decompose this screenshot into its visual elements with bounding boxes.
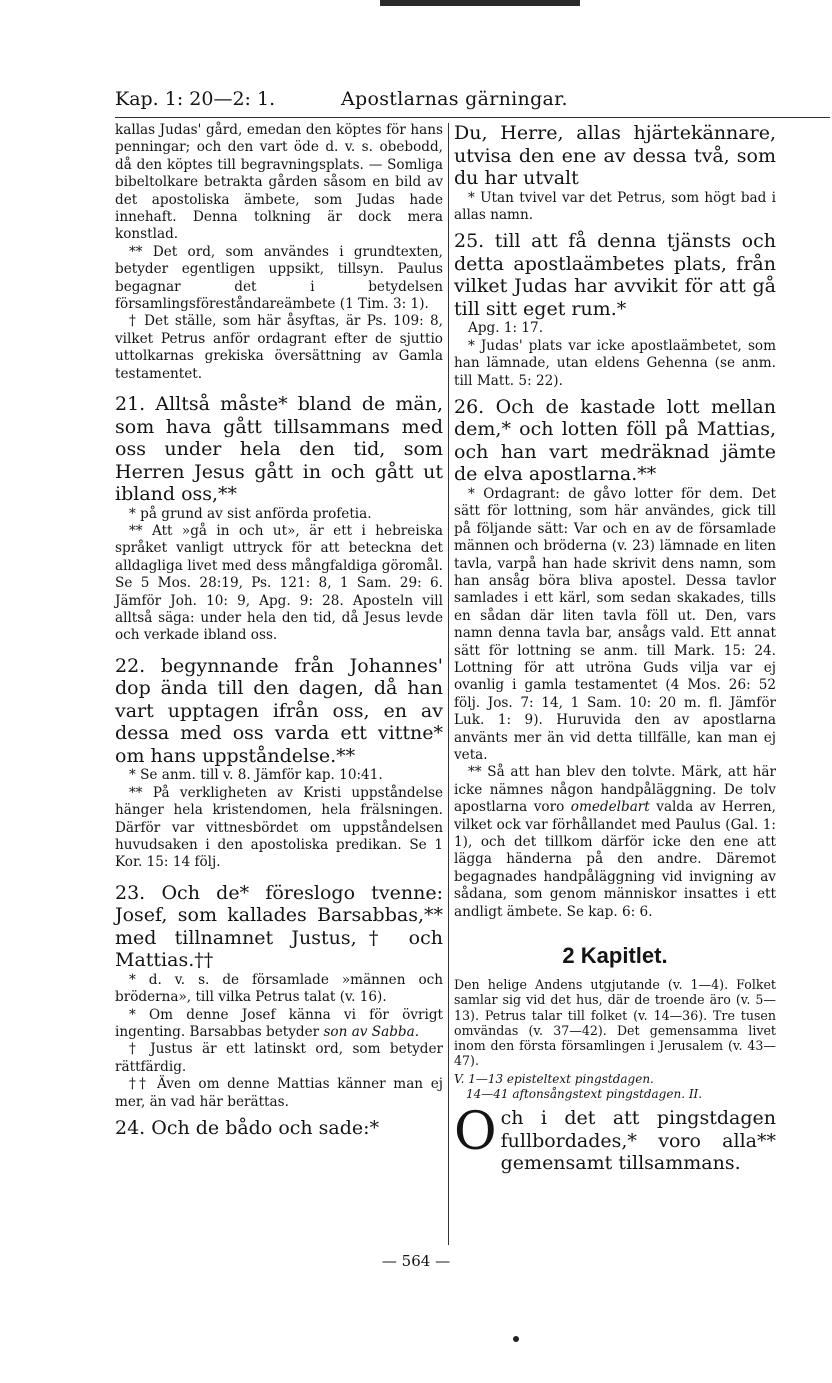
- scan-speck: [513, 1336, 519, 1342]
- verse-24: 24. Och de bådo och sade:*: [115, 1117, 380, 1140]
- footnote: * Se anm. till v. 8. Jämför kap. 10:41.: [129, 767, 383, 784]
- verse-26: 26. Och de kastade lott mellan dem,* och lotten föll på Mattias, och han vart medräknad jämte de elva apostlarna.**: [454, 395, 776, 486]
- footnote: [454, 764, 776, 921]
- verse-1: [454, 1102, 776, 1175]
- footnote: * d. v. s. de församlade »männen och bröderna», till vilka Petrus talat (v. 16).: [115, 971, 443, 1006]
- footnote-text: * Om denne Josef känna vi för övrigt ingenting. Barsabbas betyder: [115, 1006, 443, 1040]
- verse-21: 21. Alltså måste* bland de män, som hava gått tillsammans med oss under hela den tid, som Herren Jesus gått in och gått ut ibland oss,**: [115, 393, 443, 506]
- footnote: * på grund av sist anförda profetia.: [129, 505, 372, 522]
- page-header: [115, 88, 830, 114]
- footnote: kallas Judas' gård, emedan den köptes för hans penningar; och den vart öde d. v. s. obebodd, då den köptes till begravningsplats. — Somliga bibeltolkare betrakta gården såsom en bild av det apostoliska ämbete, som Judas hade innehaft. Denna tolkning är dock mera konstlad.: [115, 122, 443, 243]
- footnote-emphasis: omedelbart: [570, 799, 650, 816]
- right-column: [454, 122, 776, 1175]
- footnote: ** Att »gå in och ut», är ett i hebreiska språket vanligt uttryck för att beteckna det alldagliga livet med dess mångfaldiga göromål. Se 5 Mos. 28:19, Ps. 121: 8, 1 Sam. 29: 6. Jämför Joh. 10: 9, Apg. 9: 28. Aposteln vill alltså säga: under hela den tid, då Jesus levde och verkade ibland oss.: [115, 523, 443, 644]
- left-column: [115, 122, 443, 1140]
- liturgy-note: V. 1—13 episteltext pingstdagen.: [454, 1072, 654, 1087]
- footnote: † Justus är ett latinskt ord, som betyder rättfärdig.: [115, 1041, 443, 1075]
- footnote-emphasis: son av Sabba.: [323, 1024, 420, 1040]
- footnote: ** På verkligheten av Kristi uppståndelse hänger hela kristendomen, hela frälsningen. Därför var vittnesbördet om uppståndelsen huvudsaken i den apostoliska predikan. Se 1 Kor. 15: 14 följ.: [115, 784, 443, 871]
- book-title: Apostlarnas gärningar.: [341, 88, 568, 110]
- footnote: * Ordagrant: de gåvo lotter för dem. Det sätt för lottning, som här användes, gick till på följande sätt: Var och en av de församlade männen och bröderna (v. 23) lämnade en liten tavla, varpå han hade skrivit dens namn, som han ansåg böra bliva apostel. Dessa tavlor samlades i ett kärl, som sedan skakades, tills en sådan där liten tavla föll ut. Den, vars namn denna tavla bar, ansågs vald. Ett annat sätt för lottning se anm. till Mark. 15: 24. Lottning för att utröna Guds vilja var ej ovanlig i gamla testamentet (4 Mos. 26: 52 följ. Jos. 7: 14, 1 Sam. 10: 20 m. fl. Jämför Luk. 1: 9). Huruvida den av apostlarna använts mer än vid detta tillfälle, kan man ej veta.: [454, 485, 776, 764]
- verse-1-text: ch i det att pingstdagen fullbordades,* voro alla** gemensamt tillsammans.: [500, 1107, 776, 1175]
- footnote: [115, 1007, 443, 1042]
- verse-23: 23. Och de* föreslogo tvenne: Josef, som kallades Barsabbas,** med tillnamnet Justus,† och Mattias.††: [115, 881, 443, 972]
- liturgy-note: 14—41 aftonsångstext pingstdagen. II.: [466, 1086, 703, 1101]
- chapter-summary: Den helige Andens utgjutande (v. 1—4). Folket samlar sig vid det hus, där de troende äro (v. 5—13). Petrus talar till folket (v. 14—36). Tre tusen omvändas (v. 37—42). Det gemensamma livet inom den första församlingen i Jerusalem (v. 43—47).: [454, 977, 776, 1069]
- verse-24-continued: Du, Herre, allas hjärtekännare, utvisa den ene av dessa två, som du har utvalt: [454, 122, 776, 189]
- column-divider: [448, 123, 449, 1245]
- footnote: ** Det ord, som användes i grundtexten, betyder egentligen uppsikt, tillsyn. Paulus begagnar det i betydelsen församlingsföreståndareämbete (1 Tim. 3: 1).: [115, 243, 443, 313]
- drop-cap: O: [454, 1102, 497, 1163]
- cross-reference: Apg. 1: 17.: [468, 320, 544, 337]
- top-edge-bar: [380, 0, 580, 6]
- chapter-reference: Kap. 1: 20—2: 1.: [115, 88, 276, 110]
- chapter-heading: 2 Kapitlet.: [562, 943, 668, 969]
- header-rule: [115, 117, 830, 118]
- footnote-text: ** Så att han blev den tolvte. Märk, att här icke nämnes någon handpåläggning. De tolv apostlarna voro: [454, 764, 776, 816]
- footnote: † Det ställe, som här åsyftas, är Ps. 109: 8, vilket Petrus anför ordagrant efter de sjuttio uttolkarnas grekiska översättning av Gamla testamentet.: [115, 313, 443, 382]
- footnote-text: valda av Herren, vilket ock var förhållandet med Paulus (Gal. 1: 1), och det tillkom därför icke den ene att lägga händerna på den andre. Däremot begagnades handpåläggning vid invigning av sådana, som genom människor insattes i ett andligt ämbete. Se kap. 6: 6.: [454, 799, 776, 920]
- footnote: * Judas' plats var icke apostlaämbetet, som han lämnade, utan eldens Gehenna (se anm. till Matt. 5: 22).: [454, 337, 776, 389]
- verse-22: 22. begynnande från Johannes' dop ända till den dagen, då han vart upptagen ifrån oss, en av dessa med oss varda ett vittne* om hans uppståndelse.**: [115, 654, 443, 767]
- page-number: — 564 —: [381, 1252, 451, 1270]
- footnote: †† Även om denne Mattias känner man ej mer, än vad här berättas.: [115, 1076, 443, 1110]
- verse-25: 25. till att få denna tjänsts och detta apostlaämbetes plats, från vilket Judas har avvikit för att gå till sitt eget rum.*: [454, 230, 776, 320]
- footnote: * Utan tvivel var det Petrus, som högt bad i allas namn.: [454, 189, 776, 223]
